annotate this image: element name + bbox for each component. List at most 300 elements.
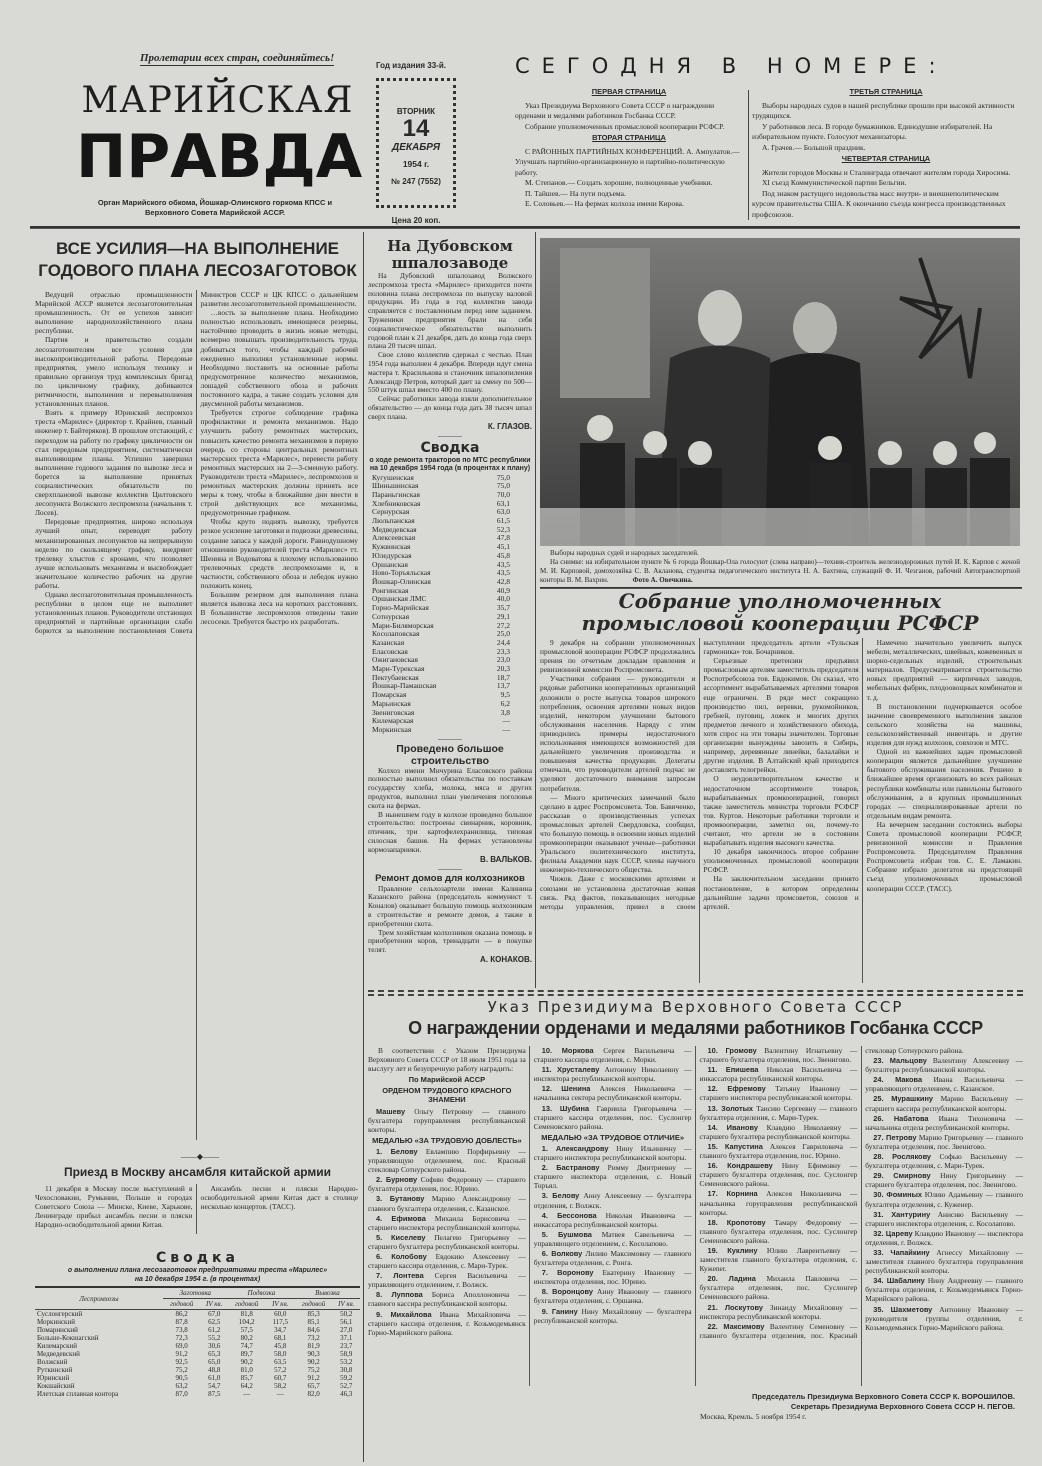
mts-percent: 63,1	[496, 498, 510, 508]
award-entry	[700, 1084, 858, 1102]
table-cell: 75,2	[307, 1366, 320, 1374]
awardee-name: 5. Бушмова	[541, 1229, 592, 1239]
table-cell: 81,9	[307, 1342, 320, 1350]
table-cell: 68,1	[274, 1334, 287, 1342]
paragraph: Взять к примеру Юринский леспромхоз треста «Марилес» (директор т. Крайнев, главный инженер т. Байтеряков). В прошлом отстающий, с переходом на работу по графику цикличности он стал передовым предприятием, систематически выполняющим планы. Успешно завершил выполнение годового задания по вывозке леса и борется за выполнение принятых социалистических обязательств по сверхплановой вывозке коллектив Цилтовского лесопункта Волжского леспромхоза (начальник т. Лосев).	[35, 408, 193, 518]
mts-percent: 20,3	[496, 664, 510, 674]
table-row	[35, 1350, 360, 1358]
dubovsky-article	[368, 238, 532, 965]
awardee-name: 18. Кропотову	[707, 1217, 766, 1227]
sub-header: IV кв.	[266, 1299, 295, 1310]
repair-author: А. КОНАКОВ.	[480, 954, 532, 964]
paragraph: …вость за выполнение плана. Необходимо полностью использовать имеющиеся резервы, настойчиво проводить в жизнь новые методы, всемерно повышать производительность труда, добиваться того, чтобы каждый рабочий ежедневно выполнял установленные нормы. Необходимо поставить на основные работы предусмотренное количество механизмов, лошадей собственного обоза и рабочих постоянного кадра, а также создать условия для двусменной работы механизмов.	[200, 308, 358, 409]
mts-name: Алексеевская	[372, 533, 416, 543]
enterprise-name: Илетская сплавная контора	[37, 1390, 119, 1398]
masthead-rule	[30, 226, 1020, 229]
mts-percent: 75,0	[496, 472, 510, 482]
awardee-name: 26. Набатова	[873, 1113, 929, 1123]
month: ДЕКАБРЯ	[391, 142, 441, 153]
award-description: Марию Васильевну — старшего кассира республиканской конторы.	[865, 1094, 1023, 1113]
caption-text: На снимке: на избирательном пункте № 6 города Йошкар-Ола голосуют (слева направо)—техник-строитель железнодорожных путей И. К. Карпов с женой М. И. Карповой, домохозяйка С. В. Акланова, студентка педагогического института Н. А. Бахтина, служащий Ф. И. Чезганов, рабочий Автогранспортной конторы В. М. Вахрин.	[540, 558, 1020, 584]
award-description: Николая Ивановича — инкассатора республиканской конторы.	[533, 1210, 692, 1229]
mts-name: Мари-Турекская	[372, 664, 425, 674]
award-description: Нину Михайловну — бухгалтера республиканской конторы.	[533, 1306, 692, 1325]
awardee-name: 2. Бастранову	[541, 1163, 600, 1173]
contents-item: С РАЙОННЫХ ПАРТИЙНЫХ КОНФЕРЕНЦИЙ. А. Ампулатов.— Улучшать партийно-организационную и партийно-политическую работу.	[515, 146, 740, 177]
mts-name: Кужвинская	[372, 542, 411, 552]
table-cell: 64,2	[240, 1382, 253, 1390]
award-entry	[534, 1230, 692, 1248]
table-row	[35, 1382, 360, 1390]
contents-title: СЕГОДНЯ В НОМЕРЕ:	[515, 54, 948, 78]
masthead-slogan: Пролетарии всех стран, соединяйтесь!	[140, 52, 335, 64]
award-entry	[534, 1307, 692, 1325]
table-cell: 53,2	[340, 1358, 353, 1366]
table-cell: 72,3	[175, 1334, 188, 1342]
decree-body	[368, 1046, 1023, 1386]
decree-medal2: МЕДАЛЬЮ «ЗА ТРУДОВОЕ ОТЛИЧИЕ»	[541, 1132, 684, 1142]
award-description: Клавдию Ивановну — инспектора отделения, г. Волжск.	[865, 1228, 1023, 1247]
award-entry	[865, 1114, 1023, 1132]
table-cell: 85,1	[307, 1318, 320, 1326]
table-cell: 27,0	[340, 1326, 353, 1334]
contents-right	[752, 86, 1020, 220]
mts-percent: 3,8	[500, 707, 510, 717]
enterprise-name: Кокшайский	[37, 1382, 75, 1390]
logging-summary-title: Сводка	[155, 1250, 239, 1266]
table-cell: 60,7	[274, 1374, 287, 1382]
paragraph: Ведущей отраслью промышленности Марийской АССР является лесозаготовительная промышленность. От ее успехов зависит выполнение народнохозяйственного плана республики.	[35, 290, 193, 336]
paragraph: Требуется строгое соблюдение графика профилактики и ремонта механизмов. Надо улучшить работу ремонтных мастерских, повысить качество ремонта механизмов в первую очередь со стороны центральных ремонтных мастерских треста «Марилес», перевести работу ремонтных мастерских на 2—3-сменную работу. Руководители треста «Марилес», леспромхозов и ремонтных мастерских должны принять все меры к тому, чтобы в ближайшие дни ввести в строй действующих все механизмы, предусмотренные графиком.	[200, 408, 358, 518]
table-cell: 92,5	[175, 1358, 188, 1366]
award-description: Бориса Аполлоновича — главного кассира республиканской конторы.	[368, 1290, 526, 1309]
award-entry	[865, 1075, 1023, 1093]
awardee-name: 1. Александрову	[541, 1143, 609, 1153]
paragraph: — Много критических замечаний было сделано в адрес Роспромсовета. Тов. Бавиченко, рассказав о производственных успехах промысловых артелей Свердловска, сообщил, что большую помощь в освоении новых изделий промкооперации оказывают ученые—работники Уральского политехнического института, филиала Академии наук СССР, члены научного инженерно-технического общества.	[540, 792, 696, 875]
award-entry	[700, 1274, 858, 1301]
table-cell: —	[276, 1390, 284, 1398]
mts-name: Ожигановская	[372, 655, 418, 665]
table-cell: 117,5	[272, 1318, 288, 1326]
decree-order: ОРДЕНОМ ТРУДОВОГО КРАСНОГО ЗНАМЕНИ	[382, 1086, 512, 1105]
tractor-summary-subtitle: о ходе ремонта тракторов по МТС республики на 10 декабря 1954 года (в процентах к плану)	[369, 456, 531, 473]
divider: ———	[438, 430, 462, 440]
award-description: Анну Ивановну — главного бухгалтера отделения, с. Оршанка.	[533, 1287, 692, 1306]
table-cell: 67,0	[208, 1310, 221, 1318]
awardee-name: 33. Чапайкину	[873, 1247, 930, 1257]
awardee-name: 6. Волкову	[541, 1248, 583, 1258]
col-header: Заготовка	[163, 1287, 228, 1299]
mts-name: Параньгинская	[372, 489, 420, 499]
logging-summary-subtitle: о выполнении плана лесозаготовок предприятиями треста «Марилес» на 10 декабря 1954 г. (в процентах)	[67, 1267, 328, 1283]
paragraph: Партия и правительство создали лесозаготовителям все условия для высокопроизводительной работы. Передовые предприятия, умело используя технику и правильно организуя труд комплексных бригад по цикличному графику, добиваются ритмичности, выполнения и перевыполнения установленных планов.	[35, 335, 193, 409]
mts-percent: 24,4	[496, 637, 510, 647]
contents-item: Собрание уполномоченных промысловой кооперации РСФСР.	[525, 121, 725, 131]
sub-header: IV кв.	[200, 1299, 227, 1310]
awardee-name: 11. Епишева	[707, 1065, 759, 1075]
lead-body	[35, 290, 358, 1140]
awardee-name: 1. Белову	[376, 1146, 418, 1156]
table-cell: 61,0	[208, 1374, 221, 1382]
awardee-name: 12. Ефремову	[707, 1084, 766, 1094]
mts-name: Звениговская	[372, 707, 415, 717]
award-description: Лилию Максимовну — главного бухгалтера отделения, с. Ронга.	[533, 1248, 692, 1268]
divider: ———	[438, 733, 462, 743]
table-cell: 65,7	[307, 1382, 320, 1390]
award-description: Алексея Гавриловича — главного бухгалтера отделения, пос. Юрино.	[699, 1141, 858, 1161]
mts-percent: 45,8	[496, 550, 510, 560]
decree-place-date: Москва, Кремль. 5 ноября 1954 г.	[700, 1412, 807, 1421]
award-description: Юлию Адамьевну — главного бухгалтера отделения, с. Куженер.	[865, 1190, 1023, 1209]
award-description: Марию Александровну — главного бухгалтера отделения, с. Казанское.	[368, 1194, 526, 1213]
sub-header: годовой	[295, 1299, 333, 1310]
award-entry	[700, 1142, 858, 1160]
mts-percent: 61,5	[496, 516, 510, 526]
table-cell: 48,8	[208, 1366, 221, 1374]
awardee-name: 30. Фоминых	[873, 1190, 923, 1200]
construction-author: В. ВАЛЬКОВ.	[480, 854, 532, 864]
year: 1954 г.	[402, 159, 430, 169]
mts-name: Моркинская	[372, 724, 412, 734]
award-description: Нину Ефимовну — старшего бухгалтера отделения, пос. Суслонгер Семеновского района.	[699, 1161, 858, 1189]
enterprise-name: Волжский	[37, 1358, 68, 1366]
award-entry	[865, 1305, 1023, 1332]
ensemble-headline: Приезд в Москву ансамбля китайской армии	[63, 1165, 332, 1179]
enterprise-name: Юринский	[37, 1374, 70, 1382]
awardee-name: 19. Куклину	[707, 1245, 758, 1255]
award-entry	[700, 1065, 858, 1083]
table-cell: 91,2	[175, 1350, 188, 1358]
paragraph: Правление сельхозартели имени Калинина Казанского района (председатель коммунист т. Коналов) оказывает большую помощь колхозникам в строительстве и ремонте домов, а также в приобретении скота.	[368, 883, 532, 928]
awardee-name: Машеву	[376, 1106, 406, 1116]
table-cell: 69,0	[175, 1342, 188, 1350]
table-cell: 85,3	[307, 1310, 320, 1318]
awardee-name: 10. Моркова	[541, 1046, 594, 1055]
award-description: Софию Федоровну — старшего бухгалтера отделения, пос. Юрино.	[368, 1175, 526, 1194]
table-cell: 84,6	[307, 1326, 320, 1334]
award-entry	[865, 1229, 1023, 1247]
mts-percent: 70,0	[496, 489, 510, 499]
award-description: Ольгу Петровну — главного бухгалтера горуправления республиканской конторы.	[368, 1106, 526, 1134]
table-row	[35, 1390, 360, 1398]
award-description: Римму Дмитриевну — старшего инспектора отделения, с. Новый Торъял.	[533, 1163, 692, 1191]
mts-name: Оршанская	[372, 559, 408, 569]
table-row	[35, 1334, 360, 1342]
mts-name: Йошкар-Олинская	[372, 576, 431, 586]
weekday: ВТОРНИК	[396, 107, 436, 116]
awardee-name: 16. Кондрашеву	[707, 1161, 773, 1171]
award-entry	[865, 1190, 1023, 1208]
table-cell: 60,0	[274, 1310, 287, 1318]
col-header: Вывозка	[295, 1287, 360, 1299]
decree-medal1: МЕДАЛЬЮ «ЗА ТРУДОВУЮ ДОБЛЕСТЬ»	[372, 1135, 522, 1145]
table-cell: 86,2	[175, 1310, 188, 1318]
awardee-name: 27. Петрову	[873, 1132, 917, 1142]
award-description: Валентину Алексеевну — бухгалтера республиканской конторы.	[865, 1056, 1023, 1075]
table-cell: 34,7	[274, 1326, 287, 1334]
contents-section-heading: ТРЕТЬЯ СТРАНИЦА	[849, 87, 923, 96]
award-entry	[534, 1144, 692, 1162]
col-header: Леспромхозы	[35, 1287, 163, 1310]
price: Цена 20 коп.	[391, 216, 441, 225]
mts-name: Пектубаевская	[372, 672, 419, 682]
dubovsky-author: К. ГЛАЗОВ.	[487, 421, 532, 431]
mts-percent: 23,3	[496, 646, 510, 656]
award-entry	[534, 1211, 692, 1229]
table-cell: 65,3	[208, 1350, 221, 1358]
awardee-name: 13. Золотых	[707, 1103, 754, 1113]
awardee-name: 2. Бурнову	[376, 1175, 418, 1185]
award-description: Матвея Савельевича — управляющего отделением, с. Косолапово.	[533, 1229, 692, 1248]
mts-percent: —	[502, 724, 510, 734]
table-cell: 73,2	[307, 1334, 320, 1342]
awardee-name: 6. Колобову	[376, 1251, 427, 1261]
mts-name: Медведевская	[372, 524, 417, 534]
awardee-name: 24. Макова	[873, 1075, 923, 1085]
sub-header: годовой	[228, 1299, 266, 1310]
awardee-name: 23. Мальцову	[873, 1056, 927, 1066]
day: 14	[402, 115, 430, 142]
divider	[748, 90, 749, 220]
award-entry	[700, 1246, 858, 1273]
paragraph: Однако лесозаготовительная промышленность республики в целом еще не выполняет установленных планов. Руководители отстающих предприятий и партийные организации слабо борются за выполнение постановления Совета Министров СССР и ЦК КПСС о дальнейшем развитии лесозаготовительной промышленности.	[35, 290, 358, 636]
award-description: Ивана Васильевича — управляющего отделением, с. Казанское.	[865, 1075, 1023, 1094]
decree-signatures	[700, 1392, 1015, 1422]
awardee-name: 7. Воронову	[541, 1268, 594, 1278]
table-row	[35, 1342, 360, 1350]
award-entry	[865, 1248, 1023, 1275]
contents-item: У работников леса. В городе бумажников. Единодушие избирателей. На избирательном пункте. Голосуют механизаторы.	[752, 121, 993, 141]
awardee-name: 10. Громову	[707, 1046, 757, 1055]
award-description: Юлию Лаврентьевну — заместителя главного бухгалтера отделения, с. Кужener.	[699, 1245, 858, 1274]
mts-percent: 63,0	[496, 507, 510, 517]
paragraph: Серьезные претензии предъявил промысловым артелям заместитель председателя Роспотребсоюза тов. Евдокимов. Он сказал, что ассортимент вырабатываемых артелями товаров еще ограничен. В ряде мест сокращено производство пил, веревки, рукомойников, гребней, пуговиц, ложек и многих других предметов личного и хозяйственного обихода, хотя спрос на эти товары значителен. Торговые организации вынуждены завозить в Сибирь, например, деревянные линейки, балалайки и другие изделия. В Алтайский край приходится доставлять телогрейки.	[703, 656, 859, 775]
table-cell: 30,8	[340, 1366, 353, 1374]
signature-secretary: Секретарь Президиума Верховного Совета СССР Н. ПЕГОВ.	[790, 1402, 1015, 1411]
paragraph: Чтобы круто поднять вывозку, требуется резкое усиление заготовки и подвозки древесины, создание запаса у каждой дороги. Равнодушному отношению руководителей треста «Марилес» тт. Шенина и Водоватова к плохому использованию трелевочных средств леспромхозами и, в частности, собственного обоза и лебедок нужно положить конец.	[200, 517, 359, 590]
award-description: Софью Васильевну — бухгалтера отделения, с. Мари-Турек.	[865, 1152, 1023, 1171]
award-entry	[368, 1194, 526, 1212]
mts-percent: 75,0	[496, 481, 510, 491]
award-entry	[534, 1268, 692, 1286]
divider	[535, 232, 536, 988]
award-entry	[368, 1233, 526, 1251]
paragraph: 10 декабря закончилось второе собрание уполномоченных промысловой кооперации РСФСР.	[703, 847, 859, 875]
award-entry	[534, 1191, 692, 1209]
awardee-name: 8. Луппова	[376, 1290, 423, 1300]
newspaper-title-top: МАРИЙСКАЯ	[81, 80, 354, 121]
table-cell: 58,9	[340, 1350, 353, 1358]
award-description: Михаила Павловича — бухгалтера отделения, пос. Суслонгер Семеновского района.	[699, 1274, 858, 1302]
awardee-name: 15. Капустина	[707, 1141, 763, 1151]
table-cell: 62,5	[208, 1318, 221, 1326]
table-cell: 90,2	[307, 1358, 320, 1366]
paragraph: На вечернем заседании состоялись выборы Совета промысловой кооперации РСФСР, ревизионной комиссии и Правления Роспромсовета. Председателем Правления Роспромсовета избран тов. С. Е. Ламакин. Собрание избрало делегатов на предстоящий съезд уполномоченных промысловой кооперации СССР. (ТАСС).	[866, 819, 1022, 893]
award-description: Евдокию Алексеевну — старшего кассира отделения, с. Мари-Турек.	[368, 1251, 526, 1271]
paragraph: Сейчас работники завода взяли дополнительное обязательство — до конца года дать 38 тысяч шпал сверх плана.	[368, 394, 532, 421]
award-description: Анну Алексеевну — бухгалтера отделения, г. Волжск.	[533, 1191, 692, 1210]
logging-table	[35, 1286, 360, 1398]
contents-section-heading: ЧЕТВЕРТАЯ СТРАНИЦА	[841, 154, 931, 163]
award-entry	[368, 1175, 526, 1193]
awardee-name: 9. Ганину	[541, 1306, 578, 1316]
table-cell: 23,7	[340, 1342, 353, 1350]
table-row	[35, 1366, 360, 1374]
sub-header: годовой	[163, 1299, 201, 1310]
mts-name: Юледурская	[372, 550, 412, 560]
table-cell: 50,2	[340, 1310, 353, 1318]
mts-percent: 45,1	[496, 542, 510, 552]
cooperation-body	[540, 638, 1022, 983]
paragraph: На Дубовский шпалозавод Волжского леспромхоза треста «Марилес» приходится почти половина плана леспромхоза по выпуску валовой продукции. Из года в год коллектив завода справляется с поставленным перед ним заданием. Труженики предприятия брали на себя социалистическое обязательство выполнить годовой план к 21 декабря, дать до конца года сверх плана 20 тысяч шпал.	[368, 271, 532, 351]
awardee-name: 3. Бутанову	[376, 1194, 425, 1204]
award-entry	[700, 1189, 858, 1216]
table-cell: 52,7	[340, 1382, 353, 1390]
paragraph: Большим резервом для выполнения плана является вывозка леса на коротких расстояниях. В большинстве леспромхозов отведены такие лесосеки. Требуется быстро их разработать.	[200, 590, 358, 627]
awardee-name: 4. Ефимова	[376, 1213, 426, 1223]
contents-section-heading: ПЕРВАЯ СТРАНИЦА	[591, 87, 667, 96]
mts-name: Горно-Марийская	[372, 603, 429, 613]
awardee-name: 32. Цареву	[873, 1228, 913, 1238]
repair-headline: Ремонт домов для колхозников	[375, 872, 525, 884]
table-cell: 58,2	[274, 1382, 287, 1390]
paragraph: 11 декабря в Москву после выступлений в Чехословакии, Румынии, Польше и городах Советского Союза — Минске, Киеве, Харькове, Ленинграде прибыл ансамбль песни и пляски Народно-освободительной армии Китая.	[35, 1184, 193, 1230]
paragraph: Чижов. Даже с московскими артелями и союзами не установлена достаточная живая связь. Ряд фактов, показывающих негодные методы управления, привел в своем выступлении председатель артели «Тульская гармоника» тов. Бочарников.	[540, 638, 859, 911]
award-entry	[700, 1161, 858, 1188]
award-description: Клавдию Николаевну — старшего бухгалтера республиканской конторы.	[699, 1122, 858, 1141]
table-cell: 82,0	[307, 1390, 320, 1398]
award-description: Таисию Сергеевну — главного бухгалтера отделения, с. Мари-Турек.	[699, 1103, 858, 1122]
table-cell: 57,5	[240, 1326, 253, 1334]
ensemble-body	[35, 1184, 358, 1234]
award-description: Гавриила Григорьевича — старшего кассира отделения, пос. Суслонгер Семеновского района.	[533, 1103, 692, 1131]
tractor-summary-table	[368, 474, 532, 735]
table-row	[35, 1310, 360, 1319]
awardee-name: 12. Шенина	[541, 1084, 591, 1094]
table-cell: 81,0	[240, 1366, 253, 1374]
award-entry	[534, 1046, 692, 1064]
photo-credit: Фото А. Овечкина.	[632, 576, 693, 584]
paragraph: В постановлении подчеркивается особое значение своевременного выполнения заказов сельского хозяйства на машины, сельскохозяйственный инвентарь и другие изделия для нужд колхозов, совхозов и МТС.	[866, 701, 1022, 748]
table-cell: 45,8	[274, 1342, 287, 1350]
table-cell: 54,7	[208, 1382, 221, 1390]
table-cell: 80,2	[240, 1334, 253, 1342]
enterprise-name: Помаринский	[37, 1326, 78, 1334]
award-entry	[865, 1276, 1023, 1303]
awardee-name: 34. Шабалину	[873, 1276, 925, 1286]
table-cell: 90,2	[240, 1358, 253, 1366]
mts-percent: 18,7	[496, 672, 510, 682]
award-description: Евлампию Порфирьевну — управляющую отделением, пос. Красный стекловар Сотнурского района.	[368, 1146, 526, 1175]
enterprise-name: Руткинский	[37, 1366, 73, 1374]
construction-headline: Проведено большое строительство	[396, 742, 504, 767]
table-cell: 30,6	[208, 1342, 221, 1350]
table-cell: 65,0	[208, 1358, 221, 1366]
award-entry	[368, 1214, 526, 1232]
mts-percent: 25,0	[496, 629, 510, 639]
contents-item: П. Тайшев.— На пути подъема.	[525, 188, 626, 198]
issue-date-box	[376, 78, 456, 208]
table-cell: 37,1	[340, 1334, 353, 1342]
table-cell: 63,5	[274, 1358, 287, 1366]
table-cell: 46,3	[340, 1390, 353, 1398]
contents-item: М. Степанов.— Создать хорошие, полноценные учебники.	[525, 178, 713, 187]
awardee-name: 9. Михайлова	[376, 1309, 432, 1319]
paragraph: Свое слово коллектив сдержал с честью. План 1954 года выполнен 4 декабря. Впереди идут смена мастера т. Красилькова и станочник шпалопиления Александр Петров, который дает за смену по 500—550 штук шпал вместо 400 по плану.	[368, 350, 532, 395]
mts-percent: 35,7	[496, 603, 510, 613]
paragraph: Ансамбль песни и пляски Народно-освободительной армии Китая даст в столице несколько концертов. (ТАСС).	[200, 1184, 358, 1212]
awardee-name: 31. Хантурину	[873, 1209, 931, 1219]
decree-kicker: Указ Президиума Верховного Совета СССР	[487, 998, 904, 1016]
award-entry	[368, 1310, 526, 1337]
photo-caption	[540, 549, 1020, 585]
mts-percent: 29,1	[496, 611, 510, 621]
mts-percent: 42,8	[496, 576, 510, 586]
mts-percent: 43,5	[496, 559, 510, 569]
table-cell: 81,8	[240, 1310, 253, 1318]
lead-headline: ВСЕ УСИЛИЯ—НА ВЫПОЛНЕНИЕ ГОДОВОГО ПЛАНА ЛЕСОЗАГОТОВОК	[38, 239, 357, 280]
table-row	[35, 1326, 360, 1334]
awardee-name: 20. Ладина	[707, 1274, 756, 1284]
paragraph: О неудовлетворительном качестве и недостаточном ассортименте товаров, вырабатываемых промкооперацией, говорил также заместитель министра торговли РСФСР тов. Куртов. Некоторые работники торговли и промкооперации, заметил он, почему-то считают, что артели не в состоянии вырабатывать изделия высокого качества.	[703, 774, 859, 848]
award-entry	[534, 1104, 692, 1131]
award-description: Алексея Николаевича — начальника горуправления республиканской конторы.	[699, 1189, 858, 1217]
awardee-name: 25. Мурашкину	[873, 1094, 934, 1104]
mts-percent: 27,2	[496, 620, 510, 630]
award-description: Михаила Борисовича — старшего инспектора республиканской конторы.	[368, 1213, 526, 1232]
divider: ——◆——	[180, 1152, 220, 1161]
award-entry	[865, 1152, 1023, 1170]
table-cell: 89,7	[240, 1350, 253, 1358]
mts-percent: —	[502, 716, 510, 726]
mts-percent: 9,5	[500, 690, 510, 700]
contents-item: Е. Соловьев.— На фермах колхоза имени Кирова.	[525, 199, 684, 208]
newspaper-title-bottom: ПРАВДА	[76, 122, 363, 192]
awardee-name: 29. Смирнову	[873, 1171, 931, 1181]
paragraph: В нынешнем году в колхозе проведено большое строительство: построены свинарник, коровник, птичник, три картофелехранилища, типовая силосная башня. На фермах установлены кормозапарники.	[368, 809, 532, 854]
decree-intro: В соответствии с Указом Президиума Верховного Совета СССР от 18 июля 1951 года за выслугу лет и безупречную работу наградить:	[368, 1046, 526, 1074]
mts-percent: 6,2	[500, 698, 510, 708]
award-description: Валентину Семеновну — главного бухгалтера отделения, пос. Красный стекловар Сотнурского района.	[699, 1046, 964, 1340]
decree-region: По Марийской АССР	[408, 1075, 486, 1085]
decree-headline: О награждении орденами и медалями работников Госбанка СССР	[408, 1018, 983, 1038]
contents-left	[515, 86, 743, 210]
table-row	[35, 1374, 360, 1382]
award-description: Нину Ильиничну — старшего инспектора республиканской конторы.	[533, 1143, 692, 1163]
table-cell: 61,2	[208, 1326, 221, 1334]
award-description: Марию Григорьевну — главного бухгалтера отделения, пос. Звенигово.	[865, 1132, 1023, 1151]
table-cell: 104,2	[238, 1318, 255, 1326]
table-row	[35, 1318, 360, 1326]
col-header: Подвозка	[228, 1287, 295, 1299]
mts-name: Ронгинская	[372, 585, 409, 595]
award-entry	[368, 1271, 526, 1289]
paragraph: Одной из важнейших задач промысловой кооперации является дальнейшее улучшение бытового обслуживания населения. Решено в ближайшее время организовать во всех районах республики комбинаты или павильоны бытового обслуживания, а в крупных промышленных городах — специализированные артели по отдельным видам ремонта.	[866, 747, 1022, 820]
award-entry	[534, 1249, 692, 1267]
table-cell: 87,0	[175, 1390, 188, 1398]
awardee-name: 35. Шахметову	[873, 1304, 933, 1314]
awardee-name: 28. Рослякову	[873, 1152, 932, 1162]
award-entry	[368, 1290, 526, 1308]
paragraph: Колхоз имени Мичурина Еласовского района полностью выполнил обязательства по поставкам государству хлеба, молока, мяса и других продуктов, выполнил план увеличения поголовья скота на фермах.	[368, 765, 532, 810]
award-entry	[700, 1303, 858, 1321]
table-cell: —	[243, 1390, 251, 1398]
award-entry	[865, 1133, 1023, 1151]
mts-percent: 40,9	[496, 585, 510, 595]
award-entry	[865, 1056, 1023, 1074]
enterprise-name: Моркинский	[37, 1318, 75, 1326]
table-cell: 73,8	[175, 1326, 188, 1334]
